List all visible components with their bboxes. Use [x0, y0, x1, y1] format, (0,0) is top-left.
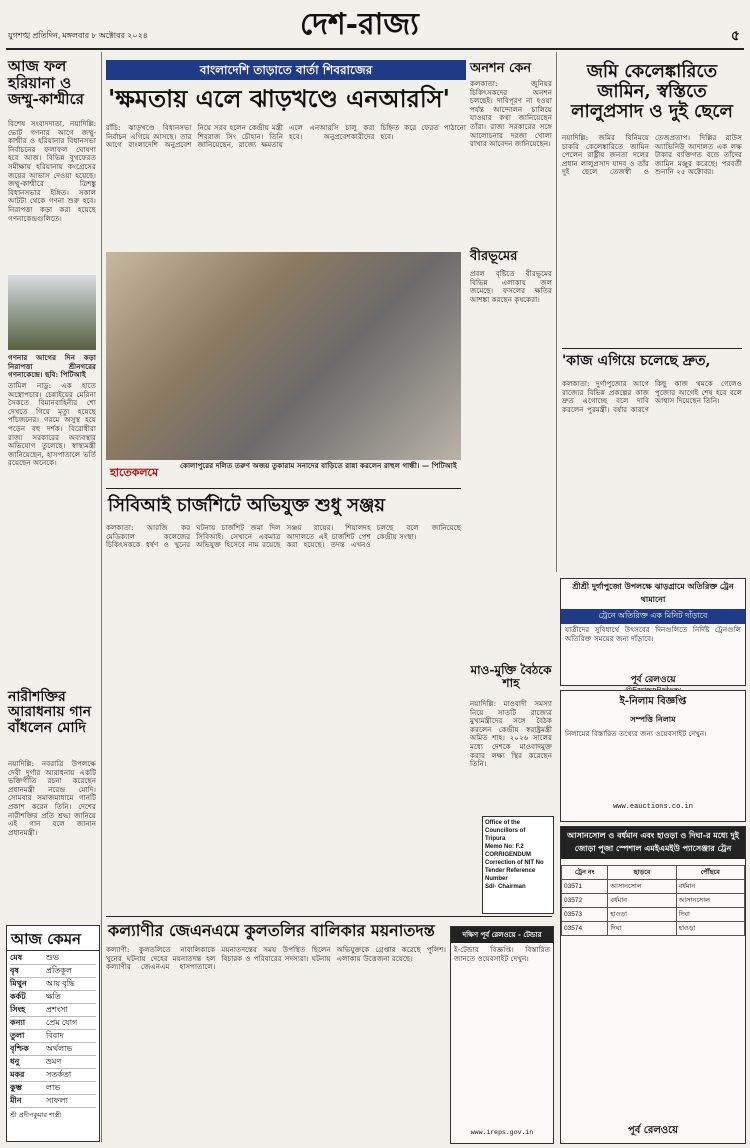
colA-headline3: মাও-মুক্তি বৈঠকে শাহ	[470, 663, 552, 691]
horoscope-row	[10, 952, 96, 965]
far-right-headline: জমি কেলেঙ্কারিতে জামিন, স্বস্তিতে লালুপ্রসাদ ও দুই ছেলে	[571, 61, 733, 122]
table-cell: দিঘা	[608, 922, 676, 936]
horoscope-text: শুভ	[46, 953, 59, 962]
far-right-body: নয়াদিল্লি: জমির বিনিময়ে চাকরি কেলেঙ্কারিতে জামিন পেলেন রাষ্ট্রীয় জনতা দলের প্রধান লালুপ্রসাদ যাদব ও তাঁর দুই ছেলে তেজস্বী ও তেজপ্রতাপ। দিল্লির রাউস অ্যাভিনিউ আদালত এক লক্ষ টাকার ব্যক্তিগত বন্ডে তাঁদের জামিন মঞ্জুর করেছে। পরবর্তী শুনানি ২৫ অক্টোবর।	[562, 133, 742, 177]
table-row	[562, 908, 745, 922]
page-number: ৫	[730, 28, 740, 44]
dateline: যুগশঙ্খ প্রতিদিন, মঙ্গলবার ৮ অক্টোবর ২০২৪	[8, 31, 148, 40]
small-notice	[482, 816, 554, 914]
table-header: ট্রেন নং	[562, 866, 608, 880]
table-cell: 03571	[562, 880, 608, 894]
tender-notice-subtitle: সম্পত্তি নিলাম	[630, 714, 676, 724]
rail-notice-body: যাত্রীদের সুবিধার্থে উৎসবের দিনগুলিতে নির্দিষ্ট ট্রেনগুলি অতিরিক্ত সময়ের জন্য দাঁড়াবে।	[565, 625, 741, 643]
main-body: রাঁচি: ঝাড়খণ্ডে বিধানসভা নির্বাচন এগিয়ে আসছে। তার আগে বাংলাদেশি অনুপ্রবেশ নিয়ে সরব হলেন কেন্দ্রীয় মন্ত্রী শিবরাজ সিং চৌহান। তিনি জানিয়েছেন, রাজ্যে ক্ষমতায় এলে এনআরসি চালু করা হবে। অনুপ্রবেশকারীদের চিহ্নিত করে ফেরত পাঠানো হবে।	[106, 123, 466, 150]
far-right-body2: কলকাতা: দুর্গাপুজোর আগে রাজ্যের বিভিন্ন প্রকল্পের কাজ দ্রুত এগোচ্ছে বলে দাবি করলেন পুরমন্ত্রী। বর্ষার কারণে কিছু কাজ থমকে গেলেও পুজোর আগেই শেষ হবে বলে আশ্বাস দিয়েছেন তিনি।	[562, 379, 742, 414]
horoscope-text: আয় বৃদ্ধি	[46, 979, 75, 988]
table-cell: 03573	[562, 908, 608, 922]
notice-line: Memo No: F.2	[485, 844, 524, 850]
tender-bottom-body: ই-টেন্ডার বিজ্ঞপ্তি। বিস্তারিত জানতে ওয়েবসাইট দেখুন।	[454, 945, 550, 963]
horoscope-row	[10, 1095, 96, 1108]
col1-headline2: নারীশক্তির আরাধনায় গান বাঁধলেন মোদি	[8, 689, 92, 736]
horoscope-text: অর্থলাভ	[46, 1044, 73, 1053]
table-cell: দিঘা	[676, 908, 744, 922]
notice-line: Sd/- Chairman	[485, 884, 526, 890]
table-cell: আসানসোল	[676, 894, 744, 908]
main-photo-caption: কোলাপুরের দলিত তরুণ অজয় তুকারাম সনাদের বাড়িতে রান্না করলেন রাহুল গান্ধী। — পিটিআই	[180, 461, 457, 470]
far-right-rule	[562, 348, 742, 349]
horoscope-sign: মকর	[10, 1070, 25, 1079]
horoscope-text: প্রতিকূল	[46, 966, 72, 975]
col-divider-2	[556, 52, 557, 572]
colA-body: কলকাতা: জুনিয়র চিকিৎসকদের অনশন চলছেই। দাবিপূরণ না হওয়া পর্যন্ত আন্দোলন চালিয়ে যাওয়ার কথা জানিয়েছেন তাঁরা। রাজ্য সরকারের সঙ্গে আলোচনার দরজা খোলা রাখার আবেদন জানিয়েছেন।	[470, 79, 552, 149]
horoscope-sign: মেষ	[10, 953, 23, 962]
horoscope-text: ভ্রমণ	[46, 1057, 62, 1066]
horoscope-sign: বৃশ্চিক	[10, 1044, 29, 1053]
main-headline2: সিবিআই চার্জশিটে অভিযুক্ত শুধু সঞ্জয়	[108, 495, 385, 516]
table-header: ছাড়বে	[608, 866, 676, 880]
colA-headline: অনশন কেন	[470, 61, 532, 76]
col1-body2: তামিল নাডু: এক হাতে অস্ত্রোপচার। চেন্নাইয়ের মেরিনা সৈকতে বিমানবাহিনীর শো দেখতে গিয়ে মৃত্যু হয়েছে পাঁচজনের। গরমে অসুস্থ হয়ে পড়েন বহু দর্শক। বিরোধীরা রাজ্য সরকারের অব্যবস্থার অভিযোগ তুলেছে। স্বাস্থ্যমন্ত্রী জানিয়েছেন, হাসপাতালে ভর্তি রয়েছেন অনেকে।	[8, 381, 96, 468]
main-photo	[106, 252, 461, 460]
col1-photo	[8, 275, 96, 350]
table-row	[562, 922, 745, 936]
horoscope-row	[10, 1004, 96, 1017]
horoscope-row	[10, 1030, 96, 1043]
table-cell: 03574	[562, 922, 608, 936]
bottom-body: কল্যাণী: কুলতলিতে নাবালিকাকে খুনের ঘটনায় দেহের ময়নাতদন্ত হল কল্যাণীর জেএনএম হাসপাতালে। ময়নাতদন্তের সময় উপস্থিত ছিলেন বিচারক ও পরিবারের সদস্যরা। ঘটনায় অভিযুক্তকে গ্রেপ্তার করেছে পুলিশ। এলাকায় উত্তেজনা রয়েছে।	[106, 945, 446, 972]
rail-notice-subtitle: ট্রেনে অতিরিক্ত এক মিনিট দাঁড়াবে	[561, 609, 745, 624]
horoscope-sign: কর্কট	[10, 992, 26, 1001]
table-cell: 03572	[562, 894, 608, 908]
colA-body3: নয়াদিল্লি: মাওবাদী সমস্যা নিয়ে সাতটি রাজ্যের মুখ্যমন্ত্রীদের সঙ্গে বৈঠক করলেন কেন্দ্রীয় স্বরাষ্ট্রমন্ত্রী অমিত শাহ। ২০২৬ সালের মধ্যে দেশকে মাওবাদমুক্ত করার লক্ষ্য স্থির করেছেন তিনি।	[470, 699, 552, 769]
col-divider	[101, 52, 102, 1142]
tender-bottom-site[interactable]: www.ireps.gov.in	[470, 1129, 534, 1136]
notice-line: Office of the Councillors of	[485, 820, 526, 834]
horoscope-title: আজ কেমন	[7, 926, 99, 951]
horoscope-row	[10, 1082, 96, 1095]
horoscope-sign: বৃষ	[10, 966, 19, 975]
special-train-notice	[560, 826, 746, 1144]
horoscope-row	[10, 1056, 96, 1069]
horoscope-text: সাফল্য	[46, 1096, 68, 1105]
col1-headline: আজ ফল হরিয়ানা ও জম্মু-কাশ্মীরে	[8, 57, 84, 108]
table-row	[562, 880, 745, 894]
table-row	[562, 894, 745, 908]
horoscope-sign: তুলা	[10, 1031, 25, 1040]
main-headline: 'ক্ষমতায় এলে ঝাড়খণ্ডে এনআরসি'	[108, 84, 450, 113]
col1-photo-caption: গণনার আগের দিন কড়া নিরাপত্তা শ্রীনগরের গণনাকেন্দ্রে। ছবি: পিটিআই	[8, 353, 96, 380]
tender-notice	[560, 690, 746, 822]
horoscope-text: ক্ষতি	[46, 992, 61, 1001]
colA-body2: প্রবল বৃষ্টিতে বীরভূমের বিভিন্ন এলাকায় জল জমেছে। ফসলের ক্ষতির আশঙ্কা করছেন কৃষকেরা।	[470, 269, 552, 304]
table-cell: আসানসোল	[608, 880, 676, 894]
table-cell: হাওড়া	[608, 908, 676, 922]
main-rule	[106, 488, 461, 489]
horoscope-sign: মিথুন	[10, 979, 27, 988]
horoscope-sign: ধনু	[10, 1057, 20, 1066]
horoscope-row	[10, 1043, 96, 1056]
col1-body3: নয়াদিল্লি: নবরাত্রি উপলক্ষে দেবী দুর্গার আরাধনায় একটি ভক্তিগীতি রচনা করেছেন প্রধানমন্ত্রী নরেন্দ্র মোদি। সোমবার সমাজমাধ্যমে গানটি প্রকাশ করেন তিনি। দেশের নারীশক্তির প্রতি শ্রদ্ধা জানিয়ে এই গান বলে জানান প্রধানমন্ত্রী।	[8, 759, 96, 837]
special-train-table	[561, 865, 745, 936]
horoscope-text: সতর্কতা	[46, 1070, 72, 1079]
horoscope-row	[10, 991, 96, 1004]
notice-line: Tripura	[485, 836, 506, 842]
horoscope-text: লাভ	[46, 1083, 61, 1092]
table-cell: বর্ধমান	[676, 880, 744, 894]
horoscope-sign: মীন	[10, 1096, 22, 1105]
horoscope-text: প্রেম যোগ	[46, 1018, 78, 1027]
horoscope-text: প্রশংসা	[46, 1005, 68, 1014]
masthead-rule	[6, 48, 744, 50]
section-title: দেশ-রাজ্য	[300, 7, 419, 42]
horoscope-row	[10, 965, 96, 978]
horoscope-sign: কন্যা	[10, 1018, 26, 1027]
rail-notice-footer: পূর্ব রেলওয়ে	[630, 675, 676, 685]
rail-notice	[560, 578, 746, 686]
horoscope-row	[10, 978, 96, 991]
tender-bottom-title: দক্ষিণ পূর্ব রেলওয়ে - টেন্ডার	[451, 927, 553, 943]
notice-line: Correction of NIT No	[485, 860, 544, 866]
main-photo-label: হাতেকলমে	[110, 466, 159, 479]
table-cell: হাওড়া	[676, 922, 744, 936]
horoscope-footer: শ্রী প্রদীপকুমার শাস্ত্রী	[10, 1111, 62, 1119]
far-right-headline2: 'কাজ এগিয়ে চলেছে দ্রুত,	[562, 353, 711, 369]
main-body2: কলকাতা: আরজি কর মেডিক্যাল কলেজের চিকিৎসককে ধর্ষণ ও খুনের ঘটনায় চার্জশিট জমা দিল সিবিআই। সেখানে একমাত্র অভিযুক্ত হিসেবে নাম রয়েছে সঞ্জয় রায়ের। শিয়ালদহ আদালতে এই চার্জশিট পেশ করা হয়েছে। তদন্ত এখনও চলছে বলে জানিয়েছে কেন্দ্রীয় সংস্থা।	[106, 523, 461, 550]
horoscope-box	[6, 925, 100, 1142]
notice-line: CORRIGENDUM	[485, 852, 531, 858]
tender-bottom	[450, 926, 554, 1144]
horoscope-row	[10, 1069, 96, 1082]
col1-body: বিশেষ সংবাদদাতা, নয়াদিল্লি: ভোট গণনার আগে জম্মু-কাশ্মীর ও হরিয়ানার বিধানসভা নির্বাচনের ফলাফল ঘোষণা হবে আজ। বিভিন্ন বুথফেরত সমীক্ষায় হরিয়ানায় কংগ্রেসের জয়ের আভাস দেওয়া হয়েছে। জম্মু-কাশ্মীরে ত্রিশঙ্কু বিধানসভার ইঙ্গিত। সকাল আটটা থেকে গণনা শুরু হবে। নিরাপত্তা কড়া করা হয়েছে গণনাকেন্দ্রগুলিতে।	[8, 119, 96, 223]
tender-notice-title: ই-নিলাম বিজ্ঞপ্তি	[619, 696, 687, 707]
tender-notice-site[interactable]: www.eauctions.co.in	[613, 803, 693, 811]
special-train-title: আসানসোল ও বর্ধমান এবং হাওড়া ও দিঘা-র মধ্যে দুই জোড়া পূজা স্পেশাল এমইএমইউ প্যাসেঞ্জার ট্রেন	[561, 827, 745, 859]
horoscope-sign: সিংহ	[10, 1005, 26, 1014]
horoscope-text: বিবাদ	[46, 1031, 64, 1040]
colA-headline2: বীরভূমের	[470, 249, 518, 264]
special-train-footer: পূর্ব রেলওয়ে	[627, 1125, 679, 1136]
horoscope-list	[7, 951, 99, 1109]
rail-notice-title: শ্রীশ্রী দুর্গাপুজো উপলক্ষে ঝাড়গ্রামে অতিরিক্ত ট্রেন থামানো	[572, 581, 734, 604]
bottom-headline: কল্যাণীর জেএনএমে কুলতলির বালিকার ময়নাতদন্ত	[108, 921, 435, 940]
small-notice-lines	[483, 817, 553, 893]
table-header: পৌঁছবে	[676, 866, 744, 880]
table-cell: বর্ধমান	[608, 894, 676, 908]
bottom-rule	[106, 916, 552, 917]
notice-line: Tender Reference Number	[485, 868, 536, 882]
horoscope-row	[10, 1017, 96, 1030]
horoscope-sign: কুম্ভ	[10, 1083, 22, 1092]
main-kicker: বাংলাদেশি তাড়াতে বার্তা শিবরাজের	[106, 60, 466, 80]
tender-notice-body: নিলামের বিস্তারিত তথ্যের জন্য ওয়েবসাইট দেখুন।	[565, 729, 707, 738]
